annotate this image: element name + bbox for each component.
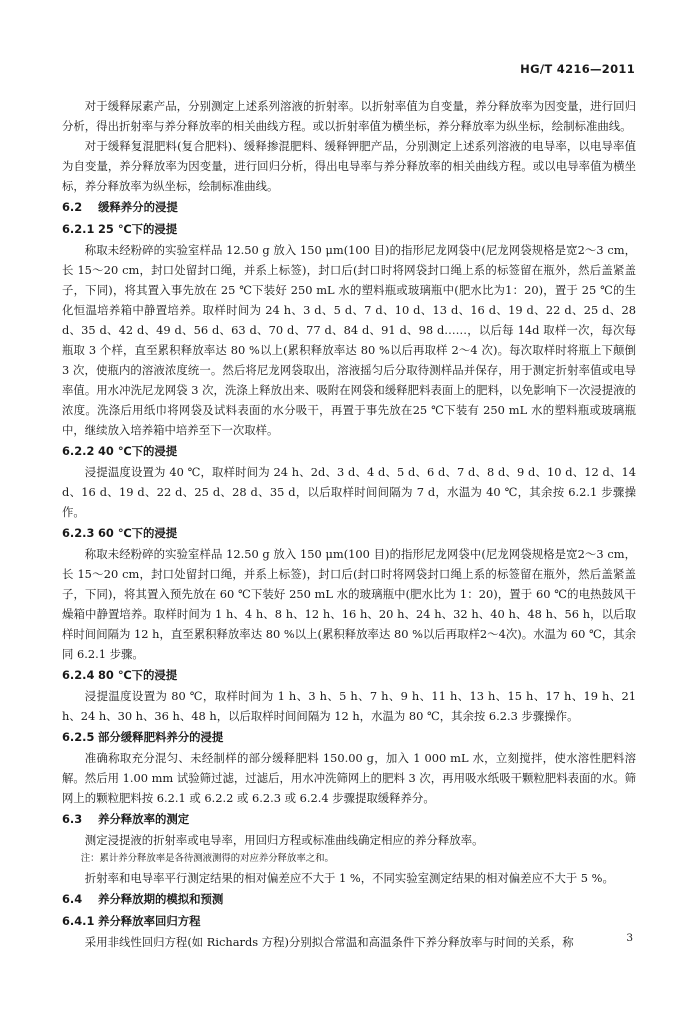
section-number: 6.4: [62, 892, 83, 906]
paragraph-6-3-deviation: 折射率和电导率平行测定结果的相对偏差应不大于 1 %，不同实验室测定结果的相对偏差应不大于 5 %。: [84, 871, 614, 885]
paragraph-6-2-3: 称取未经粉碎的实验室样品 12.50 g 放入 150 μm(100 目)的指形尼龙网袋中(尼龙网袋规格是宽2～3 cm，长 15～20 cm，封口处留封口绳，并系上标签)，封口后(封口时将网袋封口绳上系的标签留在瓶外，然后盖紧盖子，下同)，将其置入预先放在 60 ℃下装好 250 mL 水的玻璃瓶中(肥水比为 1：20)，置于 60 ℃的电热鼓风干燥箱中静置培养。取样时间为 1 h、4 h、8 h、12 h、16 h、20 h、24 h、32 h、40 h、48 h、56 h，以后取样时间间隔为 12 h，直至累积释放率达 80 %以上(累积释放率达 80 %以后再取样2～4次)。水温为 60 ℃，其余同 6.2.1 步骤。: [62, 547, 636, 661]
section-number: 6.2.4: [62, 668, 95, 682]
section-heading-6-2-3: [62, 523, 636, 544]
section-heading-6-4-1: [62, 911, 636, 932]
paragraph-6-2-1: 称取未经粉碎的实验室样品 12.50 g 放入 150 μm(100 目)的指形尼龙网袋中(尼龙网袋规格是宽2～3 cm，长 15～20 cm，封口处留封口绳，并系上标签)，封口后(封口时将网袋封口绳上系的标签留在瓶外，然后盖紧盖子，下同)，将其置入事先放在 25 ℃下装好 250 mL 水的塑料瓶或玻璃瓶中(肥水比为1：20)，置于 25 ℃的生化恒温培养箱中静置培养。取样时间为 24 h、3 d、5 d、7 d、10 d、13 d、16 d、19 d、22 d、25 d、28 d、35 d、42 d、49 d、56 d、63 d、70 d、77 d、84 d、91 d、98 d……，以后每 14d 取样一次，每次每瓶取 3 个样，直至累积释放率达 80 %以上(累积释放率达 80 %以后再取样 2～4 次)。每次取样时将瓶上下颠倒 3 次，使瓶内的溶液浓度统一。然后将尼龙网袋取出，溶液摇匀后分取待测样品并保存，用于测定折射率值或电导率值。用水冲洗尼龙网袋 3 次，洗涤上释放出来、吸附在网袋和缓释肥料表面上的肥料，以免影响下一次浸提液的浓度。洗涤后用纸巾将网袋及试料表面的水分吸干，再置于事先放在25 ℃下装有 250 mL 水的塑料瓶或玻璃瓶中，继续放入培养箱中培养至下一次取样。: [62, 243, 636, 437]
section-title: 缓释养分的浸提: [98, 200, 178, 214]
section-number: 6.3: [62, 812, 83, 826]
section-heading-6-3: [62, 809, 636, 830]
section-title: 部分缓释肥料养分的浸提: [98, 730, 224, 744]
paragraph-6-2-2: 浸提温度设置为 40 ℃，取样时间为 24 h、2d、3 d、4 d、5 d、6 d、7 d、8 d、9 d、10 d、12 d、14 d、16 d、19 d、22 d、25 d、28 d、35 d，以后取样时间间隔为 7 d，水温为 40 ℃，其余按 6.2.1 步骤操作。: [62, 465, 636, 519]
section-number: 6.4.1: [62, 914, 95, 928]
section-title: 80 ℃下的浸提: [98, 668, 178, 682]
section-number: 6.2.3: [62, 526, 95, 540]
page-number: 3: [626, 932, 633, 944]
section-heading-6-2-2: [62, 441, 636, 462]
paragraph-6-2-5: 准确称取充分混匀、未经制样的部分缓释肥料 150.00 g，加入 1 000 mL 水，立刻搅拌，使水溶性肥料溶解。然后用 1.00 mm 试验筛过滤，过滤后，用水冲洗筛网上的肥料 3 次，再用吸水纸吸干颗粒肥料表面的水。筛网上的颗粒肥料按 6.2.1 或 6.2.2 或 6.2.3 或 6.2.4 步骤提取缓释养分。: [62, 751, 636, 805]
section-title: 25 ℃下的浸提: [98, 222, 178, 236]
section-number: 6.2.1: [62, 222, 95, 236]
paragraph-6-3: 测定浸提液的折射率或电导率，用回归方程或标准曲线确定相应的养分释放率。: [84, 833, 484, 847]
section-heading-6-4: [62, 889, 636, 910]
section-title: 养分释放期的模拟和预测: [98, 892, 224, 906]
document-body: [62, 96, 636, 952]
paragraph-6-4-1: 采用非线性回归方程(如 Richards 方程)分别拟合常温和高温条件下养分释放率与时间的关系，称: [84, 935, 574, 949]
section-heading-6-2-4: [62, 665, 636, 686]
section-title: 60 ℃下的浸提: [98, 526, 178, 540]
section-title: 养分释放率的测定: [98, 812, 190, 826]
section-number: 6.2: [62, 200, 83, 214]
note-6-3: 注：累计养分释放率是各待测液测得的对应养分释放率之和。: [80, 853, 334, 864]
section-title: 养分释放率回归方程: [98, 914, 201, 928]
paragraph-refractive-index: 对于缓释尿素产品，分别测定上述系列溶液的折射率。以折射率值为自变量，养分释放率为因变量，进行回归分析，得出折射率与养分释放率的相关曲线方程。或以折射率值为横坐标，养分释放率为纵坐标，绘制标准曲线。: [62, 99, 636, 133]
section-heading-6-2: [62, 197, 636, 218]
section-number: 6.2.2: [62, 444, 95, 458]
paragraph-6-2-4: 浸提温度设置为 80 ℃，取样时间为 1 h、3 h、5 h、7 h、9 h、11 h、13 h、15 h、17 h、19 h、21 h、24 h、30 h、36 h、48 h，以后取样时间间隔为 12 h，水温为 80 ℃，其余按 6.2.3 步骤操作。: [62, 689, 636, 723]
section-number: 6.2.5: [62, 730, 95, 744]
section-heading-6-2-1: [62, 219, 636, 240]
standard-number: HG/T 4216—2011: [520, 62, 635, 76]
paragraph-conductivity: 对于缓释复混肥料(复合肥料)、缓释掺混肥料、缓释钾肥产品，分别测定上述系列溶液的电导率，以电导率值为自变量，养分释放率为因变量，进行回归分析，得出电导率与养分释放率的相关曲线方程。或以电导率值为横坐标，养分释放率为纵坐标，绘制标准曲线。: [62, 139, 636, 193]
section-title: 40 ℃下的浸提: [98, 444, 178, 458]
section-heading-6-2-5: [62, 727, 636, 748]
